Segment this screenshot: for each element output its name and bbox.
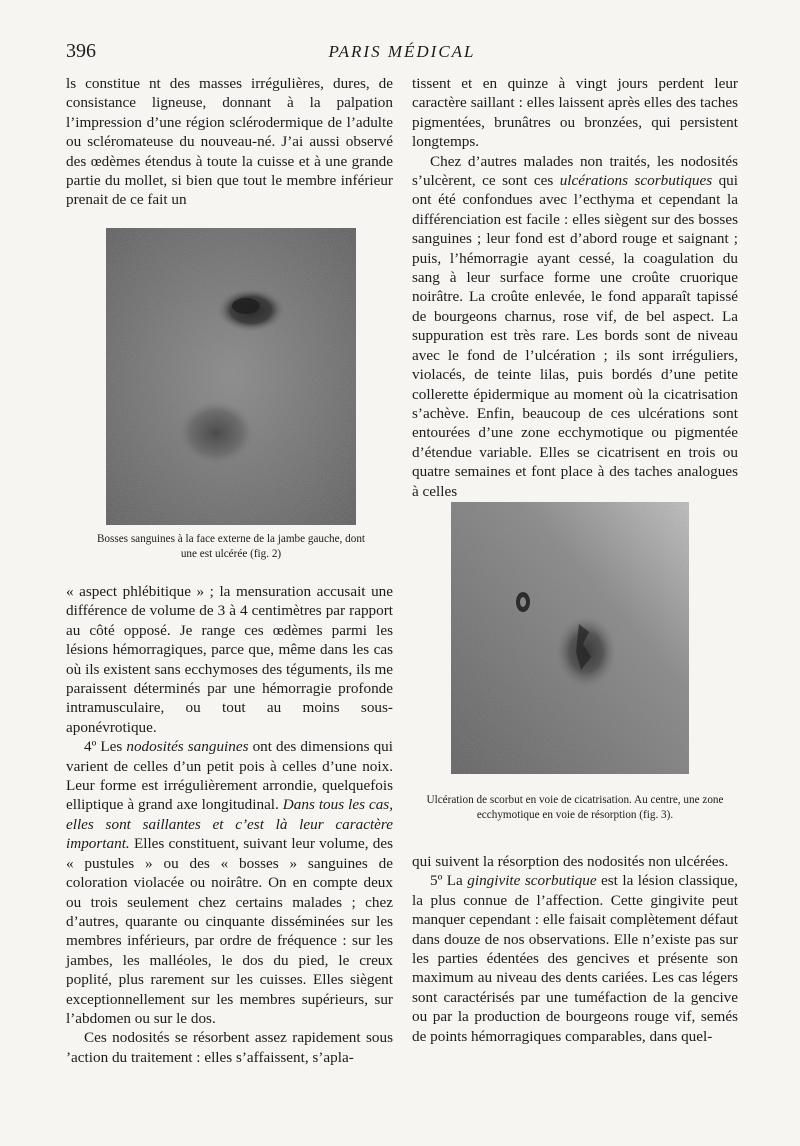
running-title: PARIS MÉDICAL — [328, 42, 476, 61]
figure-3-caption: Ulcération de scorbut en voie de cicatrisation. Au centre, une zone ecchymotique en voie de résorption (fig. 3). — [426, 794, 724, 821]
paragraph-aspect-phlebitique: « aspect phlébitique » ; la mensuration accusait une différence de volume de 3 à 4 centimètres par rapport au côté opposé. Je range ces œdèmes parmi les lésions hémorragiques, parce que, même dans les cas où ils existent sans ecchymoses des téguments, ils me paraissent déterminés par une hémorragie profonde intramusculaire, ou tout au moins sous-aponévrotique. — [66, 583, 393, 736]
paragraph-gingivite: 5º La gingivite scorbutique est la lésion classique, la plus connue de l’affection. Cette gingivite peut manquer cependant : elle faisait complètement défaut dans douze de nos observations. Elle n’existe pas sur les parties édentées des gencives et présente son maximum au niveau des dents cariées. Les cas légers sont caractérisés par une tuméfaction de la gencive ou par la production de bourgeons rouge vif, semés de points hémorragiques comparables, dans quel- — [412, 872, 738, 1045]
paragraph-taches: tissent et en quinze à vingt jours perdent leur caractère saillant : elles laissent après elles des taches pigmentées, brunâtres ou bronzées, qui persistent longtemps. — [412, 75, 738, 151]
figure-3-photo — [451, 502, 689, 774]
right-column-bottom — [412, 852, 738, 1046]
figure-2-caption: Bosses sanguines à la face externe de la jambe gauche, dont une est ulcérée (fig. 2) — [96, 533, 366, 560]
leg-skin-photo — [106, 228, 356, 525]
page-number: 396 — [66, 40, 96, 62]
ulcer-skin-photo — [451, 502, 689, 774]
paragraph-oedemes: ls constitue nt des masses irrégulières, dures, de consistance ligneuse, donnant à la palpation l’impression d’une région sclérodermique de l’adulte ou scléromateuse du nouveau-né. J’ai aussi observé des œdèmes étendus à toute la cuisse et à une grande partie du mollet, si bien que tout le membre inférieur prenait de ce fait un — [66, 75, 393, 209]
left-column-bottom — [66, 582, 393, 1067]
right-column-top — [412, 74, 738, 501]
paragraph-suite-resorption: qui suivent la résorption des nodosités non ulcérées. — [412, 853, 729, 870]
term-nodosites-sanguines: nodosités sanguines — [126, 738, 249, 756]
term-ulcerations-scorbutiques: ulcérations scorbutiques — [559, 172, 713, 190]
page-header — [66, 40, 738, 70]
paragraph-ulcerations: Chez d’autres malades non traités, les nodosités s’ulcèrent, ce sont ces ulcérations scorbutiques qui ont été confondues avec l’ecthyma et cependant la différenciation est facile : elles siègent sur des bosses sanguines ; leur fond est d’abord rouge et saignant ; puis, l’hémorragie ayant cessé, la coagulation du sang à leur surface forme une croûte cruorique noirâtre. La croûte enlevée, le fond apparaît tapissé de bourgeons charnus, rose vif, de bel aspect. La suppuration est très rare. Les bords sont de niveau avec le fond de l’ulcération ; ils sont irréguliers, violacés, de teinte lilas, puis bordés d’une petite collerette épidermique au moment où la cicatrisation s’achève. Enfin, beaucoup de ces ulcérations sont entourées d’une zone ecchymotique ou pigmentée d’étendue variable. Elles se cicatrisent en trois ou quatre semaines et font place à des taches analogues à celles — [412, 152, 738, 500]
figure-2 — [66, 228, 393, 568]
emphasis-important: Dans tous les cas, elles sont saillantes et c’est là leur caractère important. — [66, 796, 393, 853]
blood-bosse — [178, 401, 254, 465]
figure-2-photo — [106, 228, 356, 525]
paragraph-resorption: Ces nodosités se résorbent assez rapidement sous ’action du traitement : elles s’affaissent, s’apla- — [66, 1029, 393, 1066]
term-gingivite-scorbutique: gingivite scorbutique — [467, 872, 597, 890]
figure-3 — [405, 502, 745, 832]
left-column-top — [66, 74, 393, 210]
paragraph-nodosites: 4º Les nodosités sanguines ont des dimensions qui varient de celles d’un petit pois à celles d’une noix. Leur forme est irrégulièrement arrondie, quelquefois elliptique à grand axe longitudinal. Dans tous les cas, elles sont saillantes et c’est là leur caractère important. Elles constituent, suivant leur volume, des « pustules » ou des « bosses » sanguines de coloration violacée ou noirâtre. On en compte deux ou trois seulement chez certains malades ; chez d’autres, quarante ou cinquante disséminées sur les membres inférieurs, par ordre de fréquence : sur les jambes, les malléoles, le dos du pied, le creux poplité, plus rarement sur les cuisses. Elles siègent exceptionnellement sur les membres supérieurs, sur l’abdomen ou sur le dos. — [66, 738, 393, 1027]
